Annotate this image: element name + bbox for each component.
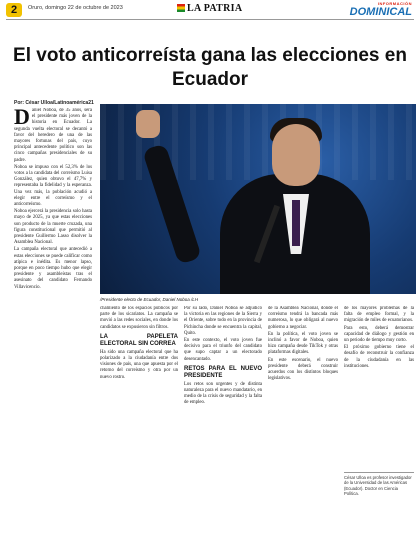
section-name: DOMINICAL [349, 6, 412, 18]
article-paragraph: En este escenario, el nuevo presidente deberá construir acuerdos con los distintos bloques legislativos. [268, 357, 338, 382]
article-paragraph: Ha sido una campaña electoral que ha polarizado a la ciudadanía entre dos visiones de país, una que apuesta por el retorno del correísmo y otra por un nuevo rostro. [100, 349, 178, 380]
article-paragraph: Daniel Noboa, de 35 años, será el presidente más joven de la historia en Ecuador. La segunda vuelta electoral se decantó a favor del heredero de una de las mayores fortunas del país, cuyo principal antecedente político son las cinco campañas presidenciales de su padre. [14, 108, 92, 163]
article-paragraph: Por su lado, Daniel Noboa se adjudicó la victoria en las regiones de la Sierra y el Oriente, sobre todo en la provincia de Pichincha donde se encuentra la capital, Quito. [184, 306, 262, 336]
page-number: 2 [6, 3, 22, 17]
page-header [0, 0, 420, 36]
article-paragraph: En la política, el voto joven se inclinó a favor de Noboa, quien hizo campaña desde TikTok y otras plataformas digitales. [268, 331, 338, 356]
article-column-3 [184, 306, 262, 528]
article-paragraph: chamiento de los espacios públicos por parte de los sicariatos. La campaña se movió a las redes sociales, en donde los candidatos se expusieron sin filtros. [100, 306, 178, 330]
article-column-4 [268, 306, 338, 528]
article-paragraph: Noboa ejercerá la presidencia solo hasta mayo de 2025, ya que estas elecciones son producto de la muerte cruzada, una figura constitucional que permitió al presidente Guillermo Lasso disolver la Asamblea Nacional. [14, 209, 92, 246]
article-column-2 [100, 306, 178, 528]
header-rule [6, 19, 414, 20]
article-paragraph: Noboa se impuso con el 52,3% de los votos a la candidata del correísmo Luisa González, quien obtuvo el 47,7% y representaba la fidelidad y la esperanza. Una vez más, la población acudió a elegir entre el correísmo y el anticorreísmo. [14, 164, 92, 208]
article-column-1 [14, 108, 92, 528]
subheading: LA PAPELETA ELECTORAL SIN CORREA [100, 333, 178, 347]
section-logo [350, 1, 412, 18]
dateline: Oruro, domingo 22 de octubre de 2023 [28, 5, 123, 11]
person-head [272, 124, 320, 186]
headline: El voto anticorreísta gana las elecciones en Ecuador [13, 45, 407, 90]
subheading: RETOS PARA EL NUEVO PRESIDENTE [184, 365, 262, 379]
newspaper-logo [177, 3, 242, 14]
photo-caption: /Presidente electo de Ecuador, Daniel Noboa /LH [100, 297, 199, 302]
article-paragraph: de los mayores problemas de la falta de empleo formal, y la migración de miles de ecuatorianos. [344, 306, 414, 324]
article-paragraph: El próximo gobierno tiene el desafío de reconstruir la confianza de la ciudadanía en las instituciones. [344, 345, 414, 369]
lead-photo [100, 104, 416, 294]
byline: Por: César Ulloa/Latinoamérica21 [14, 100, 94, 106]
article-paragraph: En este contexto, el voto joven fue decisivo para el triunfo del candidato que supo captar a un electorado desencantado. [184, 338, 262, 362]
article-paragraph: Para esto, deberá demostrar capacidad de diálogo y gestión en un periodo de tiempo muy corto. [344, 325, 414, 344]
article-paragraph: de la Asamblea Nacional, donde el correísmo tendrá la bancada más numerosa, lo que obligará al nuevo gobierno a negociar. [268, 306, 338, 330]
drop-cap: D [14, 108, 30, 129]
raised-fist [136, 110, 160, 138]
newspaper-name: LA PATRIA [187, 3, 243, 14]
section-tag: INFORMACIÓN [377, 1, 412, 6]
article-paragraph: Los retos son urgentes y de distinta naturaleza para el nuevo mandatario, en medio de la crisis de seguridad y la falta de empleo. [184, 381, 262, 406]
author-note: César Ulloa es profesor investigador de la Universidad de las Américas (Ecuador). Doctor en Ciencia Política. [344, 472, 414, 522]
flag-icon [177, 4, 185, 12]
article-paragraph: La campaña electoral que antecedió a estas elecciones se puede calificar como atípica e inédita. Es menor lapso, porque en poco tiempo hubo que elegir presidente y asambleístas tras el asesinato del candidato Fernando Villavicencio. [14, 247, 92, 290]
